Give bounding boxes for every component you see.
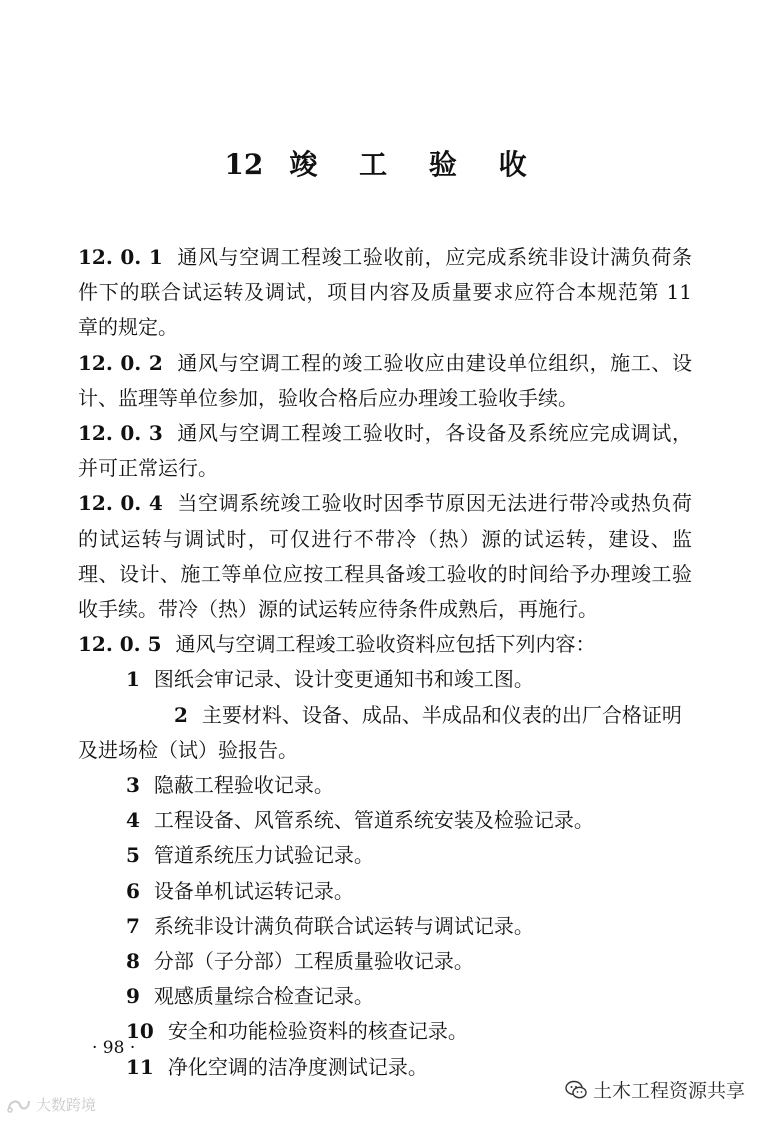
list-item bbox=[78, 874, 692, 909]
item-number: 2 bbox=[174, 702, 188, 727]
list-item bbox=[78, 979, 692, 1014]
list-item bbox=[78, 698, 692, 768]
item-number: 10 bbox=[126, 1019, 154, 1044]
watermark-text: 大数跨境 bbox=[36, 1096, 97, 1114]
chapter-number: 12 bbox=[224, 148, 264, 181]
clause-number: 12. 0. 5 bbox=[78, 632, 162, 657]
item-number: 6 bbox=[126, 878, 140, 903]
list-item bbox=[78, 803, 692, 838]
wechat-icon bbox=[565, 1080, 587, 1100]
item-text: 主要材料、设备、成品、半成品和仪表的出厂合格证明及进场检（试）验报告。 bbox=[78, 702, 682, 762]
list-item bbox=[78, 909, 692, 944]
wechat-watermark bbox=[565, 1076, 745, 1103]
item-text: 安全和功能检验资料的核查记录。 bbox=[167, 1019, 468, 1044]
item-text: 分部（子分部）工程质量验收记录。 bbox=[153, 949, 474, 974]
item-text: 设备单机试运转记录。 bbox=[153, 878, 354, 903]
clause-12-0-3 bbox=[78, 416, 692, 486]
watermark-text: 土木工程资源共享 bbox=[592, 1080, 745, 1102]
clause-12-0-2 bbox=[78, 346, 692, 416]
item-text: 隐蔽工程验收记录。 bbox=[153, 773, 334, 798]
item-text: 图纸会审记录、设计变更通知书和竣工图。 bbox=[153, 667, 534, 692]
clause-number: 12. 0. 4 bbox=[78, 491, 163, 516]
item-number: 3 bbox=[126, 773, 140, 798]
item-number: 8 bbox=[126, 949, 140, 974]
clause-text: 通风与空调工程竣工验收前，应完成系统非设计满负荷条件下的联合试运转及调试，项目内容及质量要求应符合本规范第 11 章的规定。 bbox=[78, 245, 693, 340]
clause-12-0-5 bbox=[78, 627, 692, 662]
body-text bbox=[78, 240, 692, 1085]
chapter-name: 竣 工 验 收 bbox=[289, 148, 543, 181]
clause-number: 12. 0. 1 bbox=[78, 245, 163, 269]
item-text: 系统非设计满负荷联合试运转与调试记录。 bbox=[153, 913, 534, 938]
item-text: 观感质量综合检查记录。 bbox=[153, 984, 374, 1009]
item-text: 管道系统压力试验记录。 bbox=[153, 843, 374, 868]
item-number: 5 bbox=[126, 843, 140, 868]
clause-text: 通风与空调工程竣工验收资料应包括下列内容： bbox=[175, 632, 596, 657]
logo-icon bbox=[6, 1096, 32, 1114]
corner-watermark bbox=[6, 1094, 96, 1115]
list-item bbox=[78, 944, 692, 979]
item-number: 7 bbox=[126, 913, 140, 938]
page-number: · 98 · bbox=[92, 1038, 136, 1058]
chapter-title bbox=[0, 143, 767, 183]
clause-12-0-4 bbox=[78, 486, 692, 627]
item-number: 9 bbox=[126, 984, 140, 1009]
clause-text: 通风与空调工程竣工验收时，各设备及系统应完成调试，并可正常运行。 bbox=[78, 421, 693, 481]
clause-12-0-1 bbox=[78, 240, 692, 346]
clause-text: 当空调系统竣工验收时因季节原因无法进行带冷或热负荷的试运转与调试时，可仅进行不带冷（热）源的试运转，建设、监理、设计、施工等单位应按工程具备竣工验收的时间给予办理竣工验收手续。带冷（热）源的试运转应待条件成熟后，再施行。 bbox=[78, 491, 693, 622]
list-item bbox=[78, 768, 692, 803]
list-item bbox=[78, 838, 692, 873]
item-number: 1 bbox=[126, 667, 140, 692]
clause-number: 12. 0. 3 bbox=[78, 421, 163, 446]
clause-text: 通风与空调工程的竣工验收应由建设单位组织，施工、设计、监理等单位参加，验收合格后应办理竣工验收手续。 bbox=[78, 350, 693, 410]
item-text: 净化空调的洁净度测试记录。 bbox=[167, 1054, 428, 1079]
list-item bbox=[78, 1014, 692, 1049]
clause-number: 12. 0. 2 bbox=[78, 350, 163, 375]
item-text: 工程设备、风管系统、管道系统安装及检验记录。 bbox=[153, 808, 594, 833]
list-item bbox=[78, 662, 692, 697]
item-number: 4 bbox=[126, 808, 140, 833]
item-number: 11 bbox=[126, 1054, 154, 1079]
